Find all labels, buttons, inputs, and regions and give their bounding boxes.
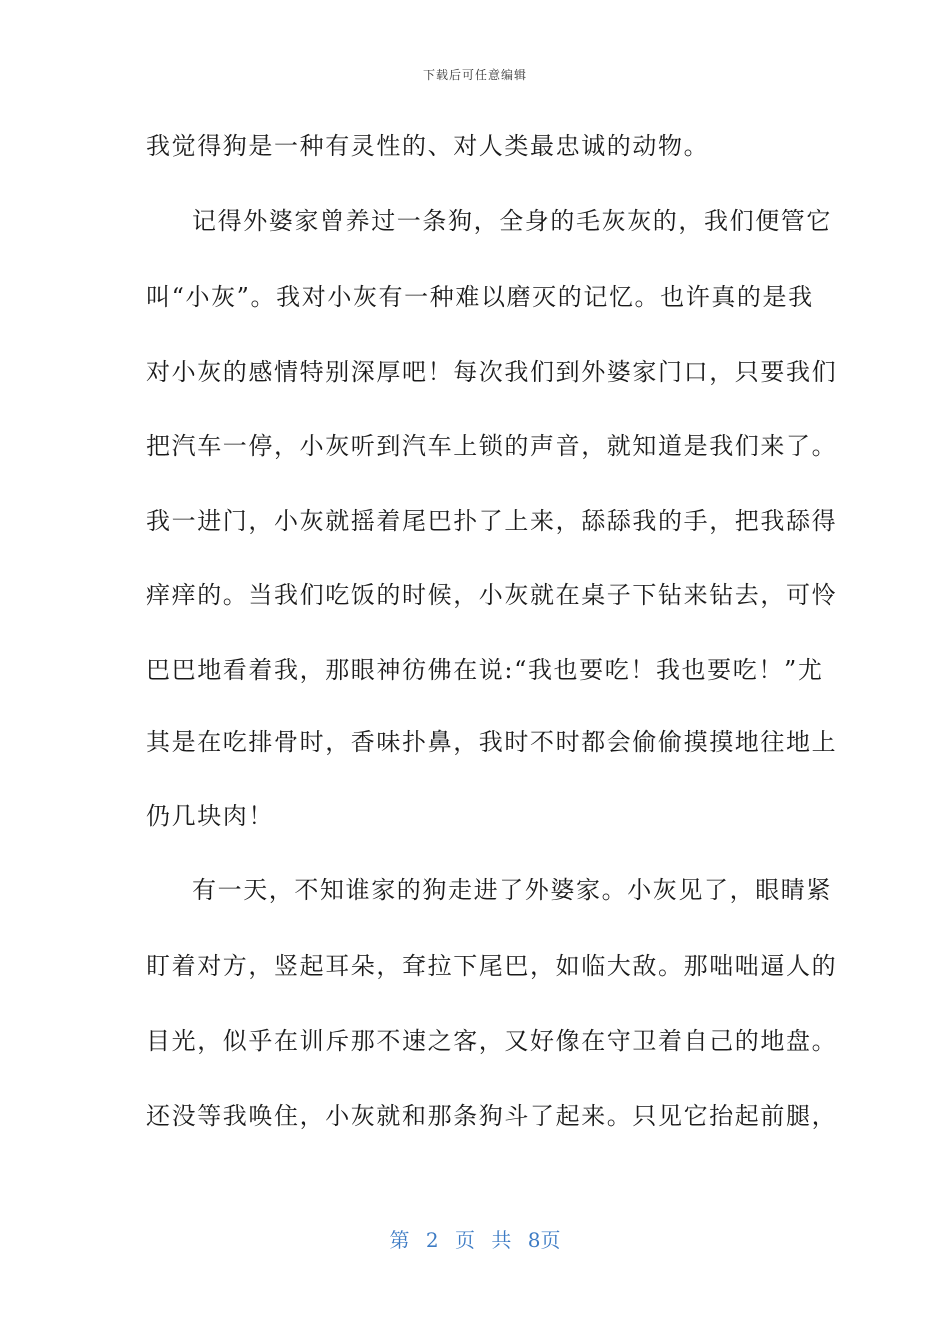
text-line: 有一天，不知谁家的狗走进了外婆家。小灰见了，眼睛紧 <box>192 876 832 904</box>
text-line: 巴巴地看着我，那眼神彷佛在说:“我也要吃！我也要吃！”尤 <box>146 656 824 684</box>
text-line: 仍几块肉！ <box>146 802 274 830</box>
page-footer <box>0 1224 950 1253</box>
text-line: 对小灰的感情特别深厚吧！每次我们到外婆家门口，只要我们 <box>146 358 838 386</box>
footer-di: 第 <box>389 1228 410 1252</box>
text-line: 还没等我唤住，小灰就和那条狗斗了起来。只见它抬起前腿， <box>146 1102 838 1130</box>
footer-page-number: 2 <box>425 1228 439 1252</box>
footer-ye: 页 <box>455 1228 475 1252</box>
text-line: 把汽车一停，小灰听到汽车上锁的声音，就知道是我们来了。 <box>146 432 838 460</box>
header-note: 下载后可任意编辑 <box>422 68 527 82</box>
footer-gong: 共 <box>491 1228 512 1252</box>
text-line: 我觉得狗是一种有灵性的、对人类最忠诚的动物。 <box>146 132 710 160</box>
footer-total-pages: 8页 <box>527 1228 561 1252</box>
text-line: 目光，似乎在训斥那不速之客，又好像在守卫着自己的地盘。 <box>146 1027 838 1055</box>
text-line: 痒痒的。当我们吃饭的时候，小灰就在桌子下钻来钻去，可怜 <box>146 581 838 609</box>
text-line: 叫“小灰”。我对小灰有一种难以磨灭的记忆。也许真的是我 <box>146 283 814 311</box>
text-line: 其是在吃排骨时，香味扑鼻，我时不时都会偷偷摸摸地往地上 <box>146 728 838 756</box>
text-line: 盯着对方，竖起耳朵，耷拉下尾巴，如临大敌。那咄咄逼人的 <box>146 952 838 980</box>
text-line: 记得外婆家曾养过一条狗，全身的毛灰灰的，我们便管它 <box>192 207 832 235</box>
text-line: 我一进门，小灰就摇着尾巴扑了上来，舔舔我的手，把我舔得 <box>146 507 838 535</box>
